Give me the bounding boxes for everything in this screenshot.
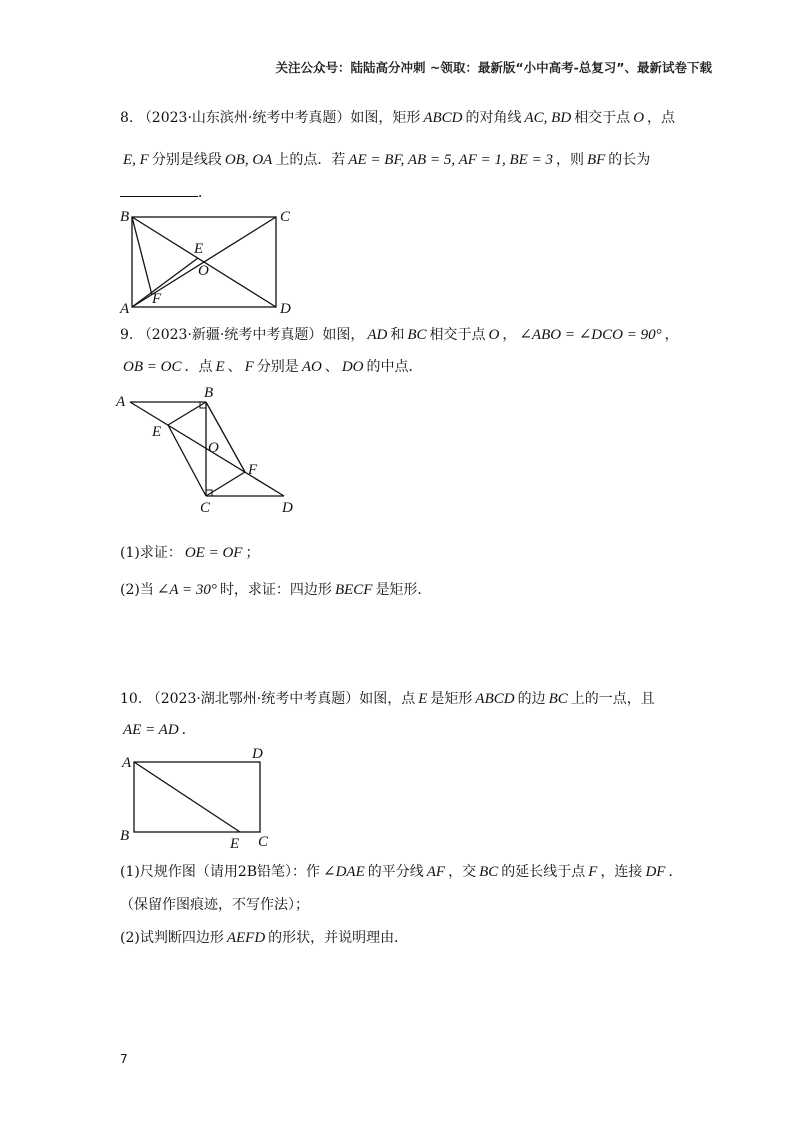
- q10-label-b: B: [120, 828, 130, 844]
- q9-t5: ．点: [184, 359, 213, 375]
- q10-line-1: [120, 689, 655, 709]
- q9-ad: AD: [367, 327, 388, 343]
- q8-label-e: E: [194, 241, 204, 257]
- q8-label-o: O: [198, 263, 209, 279]
- q8-answer-blank: [120, 182, 198, 197]
- q10-line-2: [120, 720, 196, 740]
- q10-rect: ABCD: [475, 691, 515, 707]
- q8-t2: 相交于点: [574, 110, 631, 126]
- q9-label-b: B: [204, 385, 214, 401]
- q8-cond: AE = BF, AB = 5, AF = 1, BE = 3: [348, 152, 553, 168]
- q10-part-1: [120, 862, 682, 882]
- q9-p2e: 是矩形．: [375, 582, 432, 598]
- q10-cond: AE = AD: [123, 722, 179, 738]
- q9-ao: AO: [301, 359, 322, 375]
- q10-t1: 是矩形: [430, 691, 473, 707]
- q10-part-1-note: [120, 895, 309, 915]
- q8-label-a: A: [120, 301, 130, 315]
- q10-p1d: AF: [426, 864, 446, 880]
- q9-p2a: (2)当: [120, 582, 154, 598]
- q9-t4: ，: [664, 327, 679, 343]
- q8-line-3: [120, 182, 212, 203]
- q10-t3: 上的一点，且: [570, 691, 655, 707]
- q8-t8: ．: [198, 185, 212, 201]
- q8-rect: ABCD: [423, 110, 463, 126]
- q8-source: （2023·山东滨州·统考中考真题）如图，矩形: [137, 110, 421, 126]
- q9-label-f: F: [248, 462, 258, 478]
- q9-t3: ，: [502, 327, 517, 343]
- q10-part-2: [120, 928, 408, 948]
- q10-segment-ae: [134, 762, 240, 832]
- q9-t2: 相交于点: [429, 327, 486, 343]
- q8-bf: BF: [586, 152, 606, 168]
- q8-segment-bf: [132, 217, 152, 295]
- q10-p1f: BC: [479, 864, 499, 880]
- q8-line-1: [120, 108, 675, 128]
- q8-t1: 的对角线: [465, 110, 522, 126]
- q9-line-2: [120, 357, 422, 377]
- q8-ef: E, F: [123, 152, 149, 168]
- q10-rect-shape: [134, 762, 260, 832]
- q8-seg: OB, OA: [224, 152, 273, 168]
- q10-p1a: (1)尺规作图（请用2B铅笔）：作: [120, 864, 321, 880]
- q8-number: 8.: [120, 110, 134, 126]
- q10-p1i: ，连接: [600, 864, 643, 880]
- q10-label-c: C: [258, 834, 269, 850]
- q10-p2b: AEFD: [226, 930, 266, 946]
- q10-figure: [110, 742, 300, 852]
- q9-p2d: BECF: [334, 582, 373, 598]
- q8-figure: [110, 205, 310, 315]
- q8-line-2: [120, 150, 650, 170]
- q9-t7: 分别是: [256, 359, 299, 375]
- q9-number: 9.: [120, 327, 134, 343]
- q10-label-a: A: [122, 755, 132, 771]
- page-header: 关注公众号：陆陆高分冲刺 ~领取：最新版“小中高考-总复习”、最新试卷下载: [275, 60, 712, 75]
- q9-label-o: O: [208, 440, 219, 456]
- q9-part-2: [120, 580, 431, 600]
- q9-segment-ec: [168, 425, 206, 496]
- q8-t3: ，点: [647, 110, 676, 126]
- q8-diag: AC, BD: [524, 110, 572, 126]
- q9-source: （2023·新疆·统考中考真题）如图，: [137, 327, 365, 343]
- q10-p1g: 的延长线于点: [501, 864, 586, 880]
- q8-label-d: D: [280, 301, 291, 315]
- q10-t2: 的边: [517, 691, 546, 707]
- q10-p1j: DF: [645, 864, 666, 880]
- q10-p1c: 的平分线: [367, 864, 424, 880]
- q9-p1c: ；: [245, 545, 260, 561]
- q9-figure: [110, 382, 310, 517]
- q10-label-e: E: [230, 836, 240, 852]
- q10-p1l: （保留作图痕迹，不写作法）；: [120, 897, 309, 913]
- page-number: 7: [120, 1052, 128, 1066]
- q9-part-1: [120, 543, 259, 563]
- q9-label-c: C: [200, 500, 211, 516]
- q9-f: F: [244, 359, 254, 375]
- q9-p1a: (1)求证：: [120, 545, 182, 561]
- q10-source: （2023·湖北鄂州·统考中考真题）如图，点: [146, 691, 416, 707]
- q9-p2b: ∠A = 30°: [156, 582, 217, 598]
- q10-p2c: 的形状，并说明理由．: [268, 930, 409, 946]
- q9-p1b: OE = OF: [184, 545, 243, 561]
- q9-p2c: 时，求证：四边形: [219, 582, 332, 598]
- q8-label-b: B: [120, 209, 130, 225]
- q9-t1: 和: [390, 327, 405, 343]
- q10-p1k: ．: [668, 864, 683, 880]
- q10-label-d: D: [252, 746, 263, 762]
- q9-t9: 的中点．: [366, 359, 423, 375]
- q8-t5: 上的点．若: [275, 152, 346, 168]
- q8-o: O: [633, 110, 645, 126]
- q9-o: O: [488, 327, 500, 343]
- q10-number: 10.: [120, 691, 143, 707]
- q8-t7: 的长为: [608, 152, 651, 168]
- q10-p2a: (2)试判断四边形: [120, 930, 224, 946]
- q9-segment-ad: [130, 402, 284, 496]
- q8-t6: ，则: [555, 152, 584, 168]
- q9-t8: 、: [324, 359, 339, 375]
- q9-label-e: E: [152, 424, 162, 440]
- q9-e: E: [215, 359, 225, 375]
- q9-t6: 、: [227, 359, 242, 375]
- q10-p1b: ∠DAE: [323, 864, 365, 880]
- q10-p1h: F: [588, 864, 598, 880]
- q9-ob: OB = OC: [123, 359, 182, 375]
- q10-p1e: ，交: [448, 864, 477, 880]
- q9-angles: ∠ABO = ∠DCO = 90°: [519, 327, 662, 343]
- q9-bc: BC: [407, 327, 427, 343]
- q9-line-1: [120, 325, 679, 345]
- q10-bc: BC: [548, 691, 568, 707]
- q9-do: DO: [341, 359, 364, 375]
- q8-label-c: C: [280, 209, 291, 225]
- q10-t4: ．: [181, 722, 196, 738]
- q9-label-a: A: [116, 394, 126, 410]
- q8-segment-ae: [132, 258, 198, 307]
- q8-t4: 分别是线段: [151, 152, 222, 168]
- q9-label-d: D: [282, 500, 293, 516]
- q8-label-f: F: [152, 291, 162, 307]
- q10-e: E: [418, 691, 428, 707]
- q9-segment-bf: [206, 402, 245, 472]
